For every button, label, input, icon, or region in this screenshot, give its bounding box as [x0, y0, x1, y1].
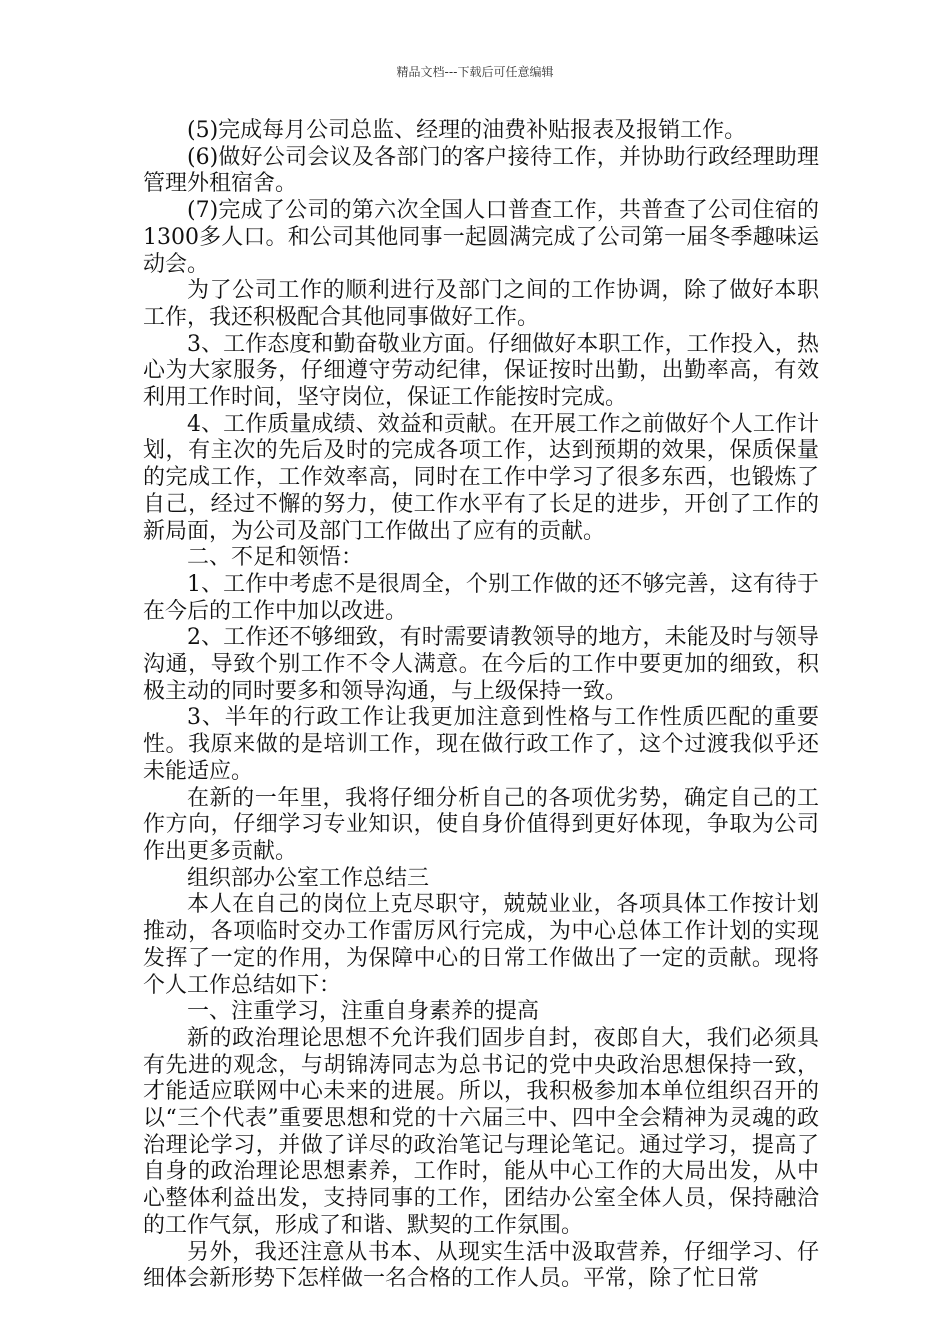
paragraph-15: 新的政治理论思想不允许我们固步自封，夜郎自大，我们必须具有先进的观念，与胡锦涛同志为总书记的党中央政治思想保持一致，才能适应联网中心未来的进展。所以，我积极参加本单位组织召开的以“三个代表”重要思想和党的十六届三中、四中全会精神为灵魂的政治理论学习，并做了详尽的政治笔记与理论笔记。通过学习，提高了自身的政治理论思想素养，工作时，能从中心工作的大局出发，从中心整体利益出发，支持同事的工作，团结办公室全体人员，保持融洽的工作气氛，形成了和谐、默契的工作氛围。: [143, 1025, 819, 1238]
section-heading-study: 一、注重学习，注重自身素养的提高: [187, 999, 540, 1025]
paragraph-6: 4、工作质量成绩、效益和贡献。在开展工作之前做好个人工作计划，有主次的先后及时的完成各项工作，达到预期的效果，保质保量的完成工作，工作效率高，同时在工作中学习了很多东西，也锻炼了自己，经过不懈的努力，使工作水平有了长足的进步，开创了工作的新局面，为公司及部门工作做出了应有的贡献。: [143, 411, 819, 544]
paragraph-5: 3、工作态度和勤奋敬业方面。仔细做好本职工作，工作投入，热心为大家服务，仔细遵守劳动纪律，保证按时出勤，出勤率高，有效利用工作时间，坚守岗位，保证工作能按时完成。: [143, 331, 819, 411]
paragraph-4: 为了公司工作的顺利进行及部门之间的工作协调，除了做好本职工作，我还积极配合其他同事做好工作。: [143, 278, 819, 330]
page-header: 精品文档---下载后可任意编辑: [396, 65, 554, 79]
section-heading-shortcomings: 二、不足和领悟：: [187, 545, 364, 571]
paragraph-11: 在新的一年里，我将仔细分析自己的各项优劣势，确定自己的工作方向，仔细学习专业知识，使自身价值得到更好体现，争取为公司作出更多贡献。: [143, 785, 819, 864]
paragraph-2: (6)做好公司会议及各部门的客户接待工作，并协助行政经理助理管理外租宿舍。: [143, 144, 819, 197]
paragraph-16: 另外，我还注意从书本、从现实生活中汲取营养，仔细学习、仔细体会新形势下怎样做一名合格的工作人员。平常，除了忙日常: [143, 1239, 819, 1292]
paragraph-13: 本人在自己的岗位上克尽职守，兢兢业业，各项具体工作按计划推动，各项临时交办工作雷厉风行完成，为中心总体工作计划的实现发挥了一定的作用，为保障中心的日常工作做出了一定的贡献。现将个人工作总结如下：: [143, 892, 819, 998]
paragraph-9: 2、工作还不够细致，有时需要请教领导的地方，未能及时与领导沟通，导致个别工作不令人满意。在今后的工作中要更加的细致，积极主动的同时要多和领导沟通，与上级保持一致。: [143, 625, 819, 704]
paragraph-3: (7)完成了公司的第六次全国人口普查工作，共普查了公司住宿的1300多人口。和公司其他同事一起圆满完成了公司第一届冬季趣味运动会。: [143, 198, 819, 277]
document-body: [143, 118, 819, 1293]
section-title-summary-three: 组织部办公室工作总结三: [187, 865, 430, 891]
paragraph-8: 1、工作中考虑不是很周全，个别工作做的还不够完善，这有待于在今后的工作中加以改进。: [143, 571, 819, 624]
paragraph-10: 3、半年的行政工作让我更加注意到性格与工作性质匹配的重要性。我原来做的是培训工作，现在做行政工作了，这个过渡我似乎还未能适应。: [143, 705, 819, 784]
paragraph-1: (5)完成每月公司总监、经理的油费补贴报表及报销工作。: [187, 118, 747, 143]
